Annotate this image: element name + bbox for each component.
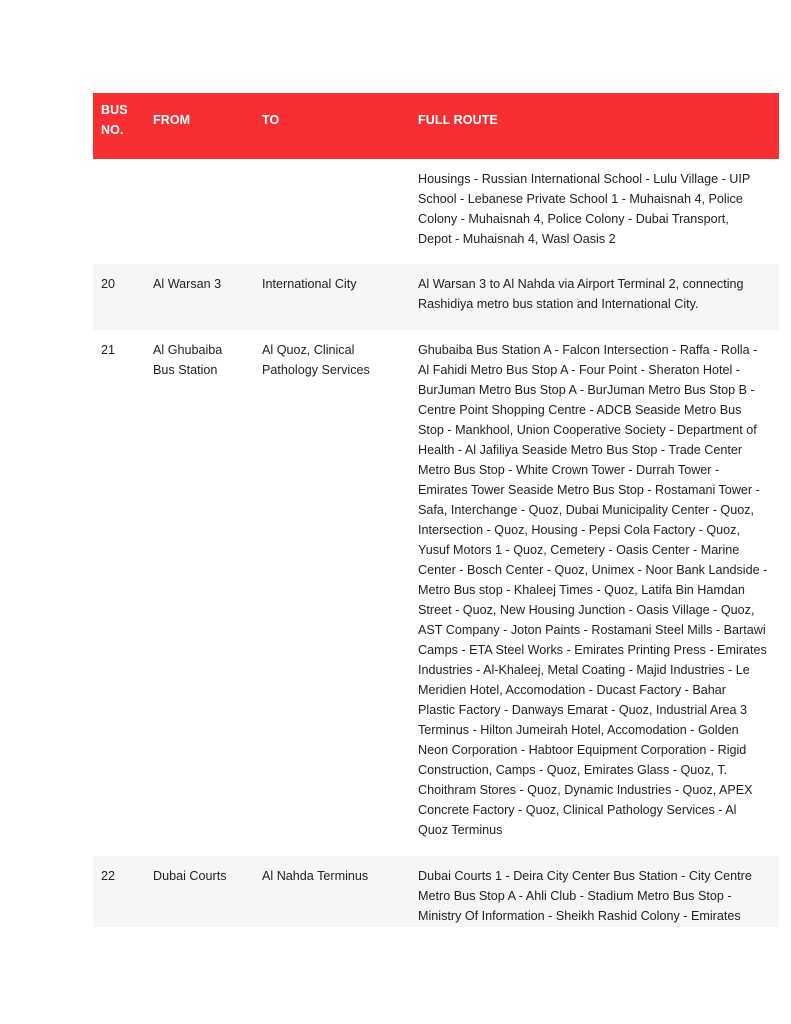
header-full-route: FULL ROUTE	[418, 113, 498, 127]
from-cell: Al Ghubaiba Bus Station	[153, 343, 223, 377]
to-cell: International City	[262, 277, 357, 291]
table-row	[93, 264, 779, 330]
table-row	[93, 330, 779, 856]
route-cell: Ghubaiba Bus Station A - Falcon Intersection - Raffa - Rolla - Al Fahidi Metro Bus Stop A - Four Point - Sheraton Hotel - BurJuman Metro Bus Stop A - BurJuman Metro Bus Stop B - Centre Point Shopping Centre - ADCB Seaside Metro Bus Stop - Mankhool, Union Cooperative Society - Department of Health - Al Jafiliya Seaside Metro Bus Stop - Trade Center Metro Bus Stop - White Crown Tower - Durrah Tower - Emirates Tower Seaside Metro Bus Stop - Rostamani Tower - Safa, Interchange - Quoz, Dubai Municipality Center - Quoz, Intersection - Quoz, Housing - Pepsi Cola Factory - Quoz, Yusuf Motors 1 - Quoz, Cemetery - Oasis Center - Marine Center - Bosch Center - Quoz, Unimex - Noor Bank Landside - Metro Bus stop - Khaleej Times - Quoz, Latifa Bin Hamdan Street - Quoz, New Housing Junction - Oasis Village - Quoz, AST Company - Joton Paints - Rostamani Steel Mills - Bartawi Camps - ETA Steel Works - Emirates Printing Press - Emirates Industries - Al-Khaleej, Metal Coating - Majid Industries - Le Meridien Hotel, Accomodation - Ducast Factory - Bahar Plastic Factory - Danways Emarat - Quoz, Industrial Area 3 Terminus - Hilton Jumeirah Hotel, Accomodation - Golden Neon Corporation - Habtoor Equipment Corporation - Rigid Construction, Camps - Quoz, Emirates Glass - Quoz, T. Choithram Stores - Quoz, Dynamic Industries - Quoz, APEX Concrete Factory - Quoz, Clinical Pathology Services - Al Quoz Terminus	[418, 343, 768, 837]
to-cell: Al Nahda Terminus	[262, 869, 369, 883]
header-to: TO	[262, 113, 280, 127]
header-bus-no: BUS NO.	[101, 103, 128, 137]
from-cell: Dubai Courts	[153, 869, 227, 883]
table-header	[93, 93, 779, 159]
bus-number: 22	[101, 869, 116, 883]
header-from: FROM	[153, 113, 191, 127]
route-cell: Housings - Russian International School - Lulu Village - UIP School - Lebanese Private School 1 - Muhaisnah 4, Police Colony - Muhaisnah 4, Police Colony - Dubai Transport, Depot - Muhaisnah 4, Wasl Oasis 2	[418, 172, 751, 246]
table-row	[93, 856, 779, 927]
bus-number: 21	[101, 343, 116, 357]
route-cell: Dubai Courts 1 - Deira City Center Bus Station - City Centre Metro Bus Stop A - Ahli Club - Stadium Metro Bus Stop - Ministry Of Information - Sheikh Rashid Colony - Emirates	[418, 869, 752, 923]
bus-number: 20	[101, 277, 116, 291]
bus-routes-table	[93, 93, 779, 927]
route-cell: Al Warsan 3 to Al Nahda via Airport Terminal 2, connecting Rashidiya metro bus station and International City.	[418, 277, 744, 311]
to-cell: Al Quoz, Clinical Pathology Services	[262, 343, 370, 377]
from-cell: Al Warsan 3	[153, 277, 222, 291]
table-row	[93, 159, 779, 264]
